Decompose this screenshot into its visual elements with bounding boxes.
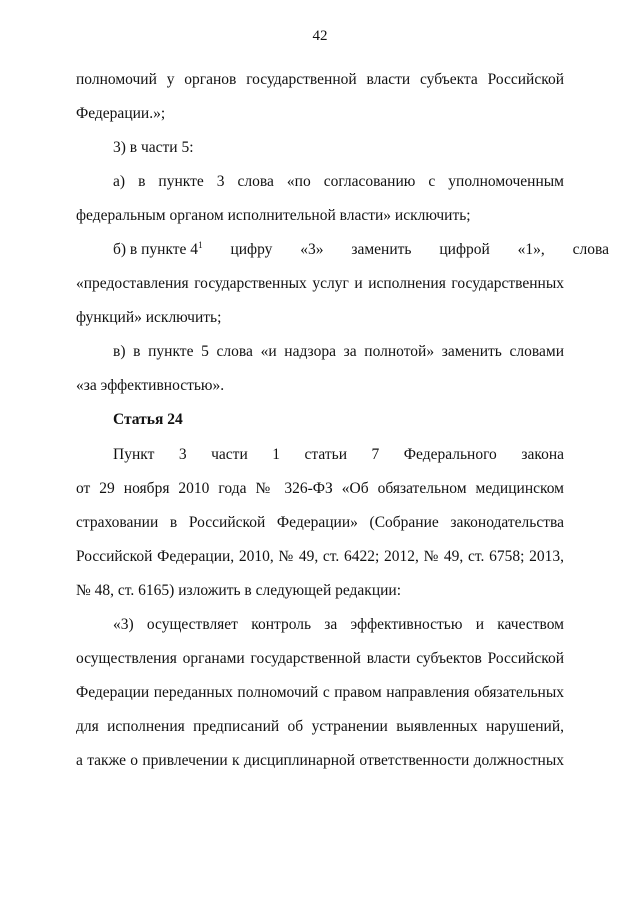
text-line: федеральным органом исполнительной власти» исключить; — [76, 207, 471, 224]
text-line: Пункт 3 части 1 статьи 7 Федерального закона — [113, 446, 564, 463]
text-line: полномочий у органов государственной власти субъекта Российской — [76, 71, 564, 88]
superscript: 1 — [198, 240, 203, 250]
text-line-with-superscript — [113, 240, 610, 260]
text-segment: б) в пункте 4 — [113, 241, 199, 258]
text-line: «3) осуществляет контроль за эффективностью и качеством — [113, 616, 564, 633]
text-line: для исполнения предписаний об устранении выявленных нарушений, — [76, 718, 564, 735]
text-line: страховании в Российской Федерации» (Собрание законодательства — [76, 514, 564, 531]
text-line: «за эффективностью». — [76, 377, 225, 394]
text-line: а также о привлечении к дисциплинарной ответственности должностных — [76, 752, 564, 769]
text-line: № 48, ст. 6165) изложить в следующей редакции: — [76, 582, 402, 599]
text-line: Федерации.»; — [76, 105, 166, 122]
text-segment: цифру «3» заменить цифрой «1», слова — [202, 241, 610, 258]
text-line: «предоставления государственных услуг и исполнения государственных — [76, 275, 564, 292]
page-number: 42 — [312, 28, 328, 44]
article-heading: Статья 24 — [113, 411, 183, 428]
text-line: Федерации переданных полномочий с правом направления обязательных — [76, 684, 564, 701]
text-line: в) в пункте 5 слова «и надзора за полнотой» заменить словами — [113, 343, 564, 360]
text-line: функций» исключить; — [76, 309, 222, 326]
text-line: 3) в части 5: — [113, 139, 194, 156]
text-line: а) в пункте 3 слова «по согласованию с уполномоченным — [113, 173, 564, 190]
text-line: Российской Федерации, 2010, № 49, ст. 6422; 2012, № 49, ст. 6758; 2013, — [76, 548, 564, 565]
text-line: осуществления органами государственной власти субъектов Российской — [76, 650, 564, 667]
text-line: от 29 ноября 2010 года № 326-ФЗ «Об обязательном медицинском — [76, 480, 564, 497]
